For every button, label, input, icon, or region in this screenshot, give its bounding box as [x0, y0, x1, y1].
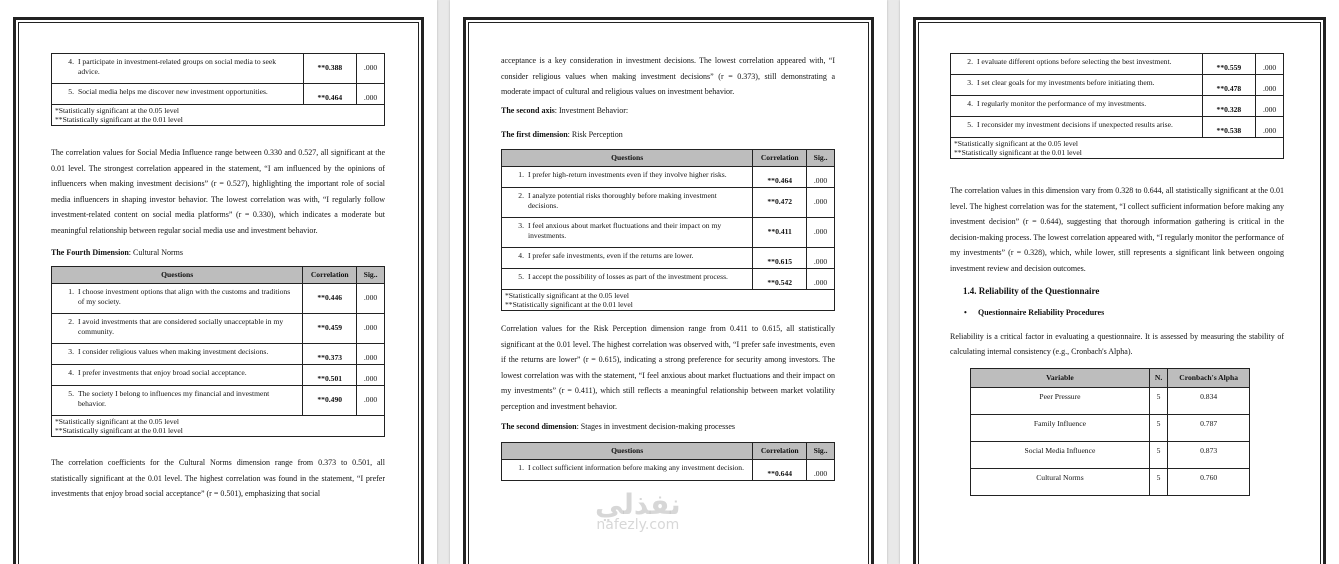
significance-note: *Statistically significant at the 0.05 level	[55, 417, 180, 427]
dimension-name: : Stages in investment decision-making processes	[576, 421, 735, 431]
dimension-heading	[501, 419, 835, 435]
table-row	[52, 84, 385, 105]
axis-name: : Investment Behavior:	[554, 105, 629, 115]
correlation-value: **0.538	[1202, 117, 1256, 138]
sig-value: .000	[357, 284, 385, 314]
question-text: I consider religious values when making investment decisions.	[78, 347, 269, 357]
header-questions: Questions	[502, 149, 753, 166]
dimension-label: The second dimension	[501, 421, 577, 431]
sig-value: .000	[357, 344, 385, 365]
correlation-value: **0.615	[753, 247, 807, 268]
correlation-value: **0.446	[303, 284, 357, 314]
header-n: N.	[1149, 368, 1167, 387]
table-header-row	[971, 368, 1250, 387]
correlation-value: **0.459	[303, 314, 357, 344]
alpha-value: 0.873	[1168, 441, 1250, 468]
document-page-2	[450, 0, 887, 564]
header-sig: Sig..	[357, 267, 385, 284]
sig-value: .000	[357, 365, 385, 386]
row-number: 2.	[967, 57, 973, 66]
question-text: Social media helps me discover new investment opportunities.	[78, 87, 268, 96]
table-row	[52, 284, 385, 314]
question-text: I accept the possibility of losses as part of the investment process.	[528, 271, 728, 281]
correlation-value: **0.490	[303, 386, 357, 416]
significance-note: **Statistically significant at the 0.01 level	[505, 299, 633, 309]
row-number: 2.	[68, 317, 74, 327]
page-3-content	[950, 53, 1284, 496]
question-text: I avoid investments that are considered socially unacceptable in my community.	[78, 317, 284, 337]
alpha-value: 0.760	[1168, 468, 1250, 495]
table-row	[52, 365, 385, 386]
significance-note: **Statistically significant at the 0.01 level	[954, 148, 1082, 157]
table-row	[502, 247, 835, 268]
header-cronbach-alpha: Cronbach's Alpha	[1168, 368, 1250, 387]
correlation-value: **0.464	[753, 166, 807, 187]
sig-value: .000	[807, 268, 835, 289]
question-text: I analyze potential risks thoroughly before making investment decisions.	[528, 190, 717, 210]
correlation-value: **0.464	[303, 84, 357, 105]
row-number: 1.	[68, 287, 74, 297]
question-text: I collect sufficient information before making any investment decision.	[528, 463, 745, 473]
correlation-value: **0.472	[753, 187, 807, 217]
sig-value: .000	[807, 247, 835, 268]
table-row	[52, 54, 385, 84]
significance-note: **Statistically significant at the 0.01 level	[55, 115, 183, 124]
bullet-dot-icon: •	[964, 308, 967, 318]
table-note-row	[502, 289, 835, 310]
paragraph: acceptance is a key consideration in investment decisions. The lowest correlation appeared with, “I consider religious values when making investment decisions” (r = 0.373), still demonstrating a moderate impact of cultural and religious values on investment behavior.	[501, 56, 835, 97]
correlation-value: **0.388	[303, 54, 357, 84]
question-text: I reconsider my investment decisions if unexpected results arise.	[977, 120, 1173, 129]
table-row	[971, 468, 1250, 495]
table-row	[502, 217, 835, 247]
table-row	[502, 187, 835, 217]
table-header-row	[502, 443, 835, 460]
dimension-label: The Fourth Dimension	[51, 247, 129, 257]
row-number: 3.	[68, 347, 74, 357]
row-number: 5.	[68, 87, 74, 96]
table-note-row	[951, 138, 1284, 159]
sig-value: .000	[1256, 75, 1284, 96]
header-sig: Sig..	[807, 443, 835, 460]
sig-value: .000	[1256, 117, 1284, 138]
question-text: The society I belong to influences my financial and investment behavior.	[78, 389, 270, 409]
correlation-value: **0.542	[753, 268, 807, 289]
header-sig: Sig..	[807, 149, 835, 166]
row-number: 4.	[68, 57, 74, 66]
n-value: 5	[1149, 441, 1167, 468]
header-correlation: Correlation	[753, 149, 807, 166]
bullet-heading-text: Questionnaire Reliability Procedures	[978, 308, 1105, 318]
table-row	[951, 54, 1284, 75]
row-number: 5.	[68, 389, 74, 399]
page-2-content	[501, 53, 835, 481]
variable-name: Cultural Norms	[971, 468, 1150, 495]
table-row	[951, 75, 1284, 96]
dimension-name: : Cultural Norms	[128, 247, 184, 257]
correlation-table-social-media	[51, 53, 385, 126]
table-row	[52, 344, 385, 365]
table-row	[971, 441, 1250, 468]
paragraph: Reliability is a critical factor in evaluating a questionnaire. It is assessed by measuring the stability of calculating internal consistency (e.g., Cronbach's Alpha).	[950, 331, 1284, 357]
header-questions: Questions	[52, 267, 303, 284]
table-row	[52, 314, 385, 344]
sig-value: .000	[357, 84, 385, 105]
table-row	[971, 387, 1250, 414]
correlation-table-decision-stages	[501, 442, 835, 481]
section-heading: 1.4. Reliability of the Questionnaire	[963, 285, 1100, 296]
table-note-row	[52, 105, 385, 126]
dimension-label: The first dimension	[501, 130, 568, 140]
significance-note: *Statistically significant at the 0.05 level	[954, 139, 1079, 148]
sig-value: .000	[1256, 96, 1284, 117]
document-page-3	[900, 0, 1339, 564]
watermark-logo-text: نفذلي	[595, 488, 681, 521]
table-row	[502, 268, 835, 289]
significance-note: **Statistically significant at the 0.01 level	[55, 426, 183, 436]
correlation-value: **0.411	[753, 217, 807, 247]
table-header-row	[502, 149, 835, 166]
n-value: 5	[1149, 414, 1167, 441]
dimension-heading	[501, 127, 835, 143]
row-number: 1.	[518, 463, 524, 473]
paragraph: The correlation values for Social Media Influence range between 0.330 and 0.527, all significant at the 0.01 level. The strongest correlation appeared in the statement, “I am influenced by the opinions of influencers when making investment decisions” (r = 0.527), highlighting the important role of social media influencers in shaping investor behavior. The lowest correlation was with, “I regularly follow investment-related content on social media platforms” (r = 0.330), which indicates a moderate but meaningful relationship between regular social media use and investment behavior.	[51, 148, 385, 235]
watermark-url: nafezly.com	[596, 517, 680, 533]
dimension-heading	[51, 245, 385, 261]
variable-name: Social Media Influence	[971, 441, 1150, 468]
row-number: 5.	[518, 271, 524, 281]
sig-value: .000	[807, 217, 835, 247]
row-number: 4.	[518, 250, 524, 260]
paragraph: The correlation coefficients for the Cultural Norms dimension range from 0.373 to 0.501, all statistically significant at the 0.01 level. The highest correlation was found in the statement, “I prefer investments that enjoy broad social acceptance” (r = 0.501), emphasizing that social	[51, 458, 385, 499]
header-variable: Variable	[971, 368, 1150, 387]
n-value: 5	[1149, 387, 1167, 414]
table-row	[951, 117, 1284, 138]
header-questions: Questions	[502, 443, 753, 460]
table-row	[52, 386, 385, 416]
table-note-row	[52, 416, 385, 437]
question-text: I regularly monitor the performance of my investments.	[977, 99, 1147, 108]
table-row	[951, 96, 1284, 117]
sig-value: .000	[807, 166, 835, 187]
variable-name: Peer Pressure	[971, 387, 1150, 414]
correlation-value: **0.328	[1202, 96, 1256, 117]
question-text: I evaluate different options before selecting the best investment.	[977, 57, 1172, 66]
axis-heading	[501, 103, 835, 119]
row-number: 1.	[518, 169, 524, 179]
axis-label: The second axis	[501, 105, 555, 115]
row-number: 3.	[967, 78, 973, 87]
question-text: I prefer safe investments, even if the returns are lower.	[528, 250, 694, 260]
question-text: I feel anxious about market fluctuations and their impact on my investments.	[528, 220, 722, 240]
correlation-value: **0.559	[1202, 54, 1256, 75]
sig-value: .000	[807, 460, 835, 481]
sig-value: .000	[1256, 54, 1284, 75]
significance-note: *Statistically significant at the 0.05 level	[55, 106, 180, 115]
correlation-value: **0.373	[303, 344, 357, 365]
dimension-name: : Risk Perception	[567, 130, 623, 140]
question-text: I prefer investments that enjoy broad social acceptance.	[78, 368, 247, 378]
document-page-1	[0, 0, 437, 564]
significance-note: *Statistically significant at the 0.05 level	[505, 290, 630, 300]
header-correlation: Correlation	[303, 267, 357, 284]
sig-value: .000	[357, 314, 385, 344]
table-header-row	[52, 267, 385, 284]
row-number: 4.	[967, 99, 973, 108]
correlation-value: **0.644	[753, 460, 807, 481]
row-number: 4.	[68, 368, 74, 378]
question-text: I choose investment options that align with the customs and traditions of my society.	[78, 287, 291, 307]
alpha-value: 0.834	[1168, 387, 1250, 414]
sig-value: .000	[357, 54, 385, 84]
alpha-value: 0.787	[1168, 414, 1250, 441]
row-number: 5.	[967, 120, 973, 129]
reliability-table	[970, 368, 1250, 496]
correlation-table-decision-stages-cont	[950, 53, 1284, 159]
header-correlation: Correlation	[753, 443, 807, 460]
sig-value: .000	[357, 386, 385, 416]
question-text: I participate in investment-related groups on social media to seek advice.	[78, 57, 277, 76]
paragraph: The correlation values in this dimension vary from 0.328 to 0.644, all statistically significant at the 0.01 level. The highest correlation was for the statement, “I collect sufficient information before making any investment decision” (r = 0.644), suggesting that thorough information gathering is critical in the decision-making process. The lowest correlation appeared with, “I regularly monitor the performance of my investments” (r = 0.328), which, while lower, still represents a significant link between ongoing investment review and decision outcomes.	[950, 186, 1284, 273]
n-value: 5	[1149, 468, 1167, 495]
row-number: 3.	[518, 220, 524, 230]
correlation-table-risk-perception	[501, 149, 835, 311]
page-1-content	[51, 53, 385, 502]
correlation-value: **0.501	[303, 365, 357, 386]
sig-value: .000	[807, 187, 835, 217]
correlation-table-cultural-norms	[51, 266, 385, 437]
question-text: I set clear goals for my investments before initiating them.	[977, 78, 1155, 87]
bullet-heading	[964, 305, 1284, 321]
paragraph: Correlation values for the Risk Perception dimension range from 0.411 to 0.615, all statistically significant at the 0.01 level. The highest correlation was observed with, “I prefer safe investments, even if the returns are lower” (r = 0.615), indicating a strong preference for security among investors. The lowest correlation was with the statement, “I feel anxious about market fluctuations and their impact on my investments” (r = 0.411), which still reflects a meaningful relationship between market volatility perception and investment behavior.	[501, 323, 835, 411]
table-row	[502, 460, 835, 481]
question-text: I prefer high-return investments even if they involve higher risks.	[528, 169, 727, 179]
table-row	[502, 166, 835, 187]
row-number: 2.	[518, 190, 524, 200]
correlation-value: **0.478	[1202, 75, 1256, 96]
variable-name: Family Influence	[971, 414, 1150, 441]
table-row	[971, 414, 1250, 441]
